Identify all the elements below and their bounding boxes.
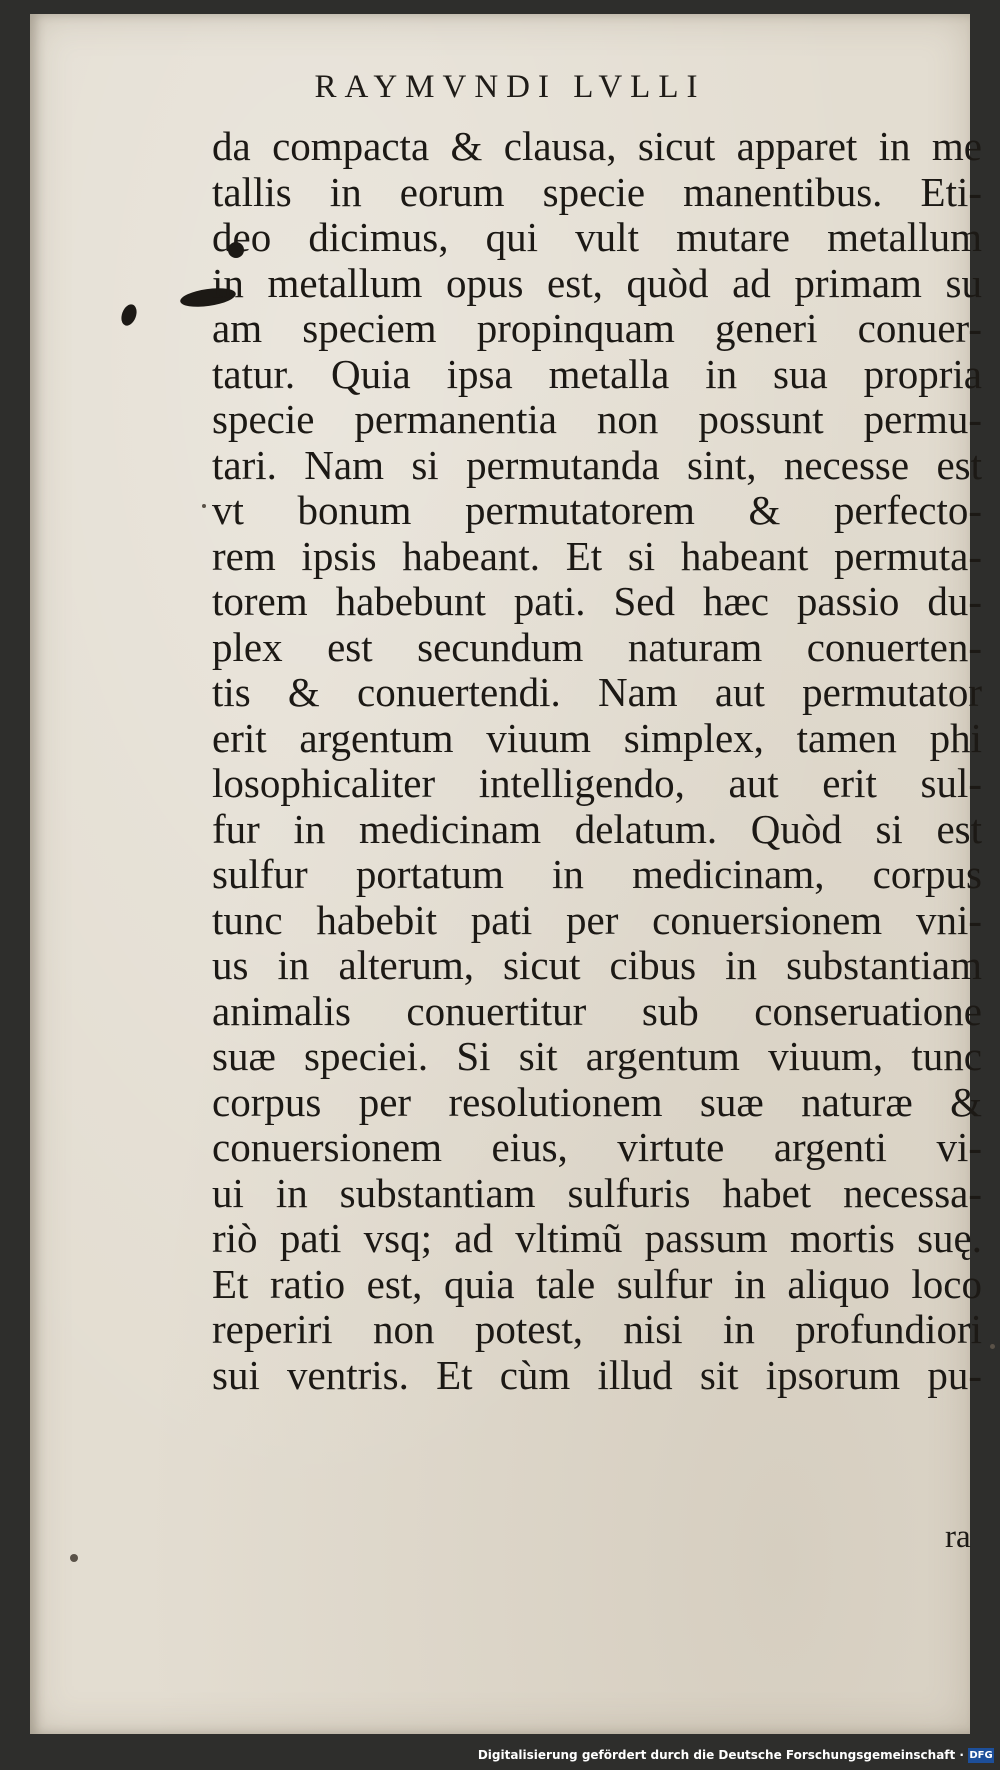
- text-line: reperiri non potest, nisi in profundiori: [212, 1306, 982, 1352]
- paper-speck: [70, 1554, 78, 1562]
- funding-credit: Digitalisierung gefördert durch die Deutsche Forschungsgemeinschaft ·: [477, 1748, 964, 1762]
- running-head: RAYMVNDI LVLLI: [314, 69, 706, 105]
- catchword: ra: [945, 1519, 971, 1555]
- footer-bar: [0, 1738, 1000, 1770]
- text-line: torem habebunt pati. Sed hæc passio du-: [212, 578, 982, 624]
- text-line: us in alterum, sicut cibus in substantiam: [212, 942, 982, 988]
- dfg-logo-icon: DFG: [969, 1750, 993, 1761]
- text-line: Et ratio est, quia tale sulfur in aliquo loco: [212, 1260, 982, 1307]
- text-line: riò pati vsq; ad vltimũ passum mortis suę.: [212, 1215, 982, 1261]
- text-line: sui ventris. Et cùm illud sit ipsorum pu-: [212, 1351, 982, 1398]
- text-line: erit argentum viuum simplex, tamen phi: [212, 714, 982, 761]
- text-line: rem ipsis habeant. Et si habeant permuta-: [212, 532, 982, 579]
- ink-blot-mark: [119, 302, 140, 327]
- text-line: corpus per resolutionem suæ naturæ &: [212, 1078, 982, 1125]
- text-line: animalis conuertitur sub conseruatione: [212, 987, 982, 1034]
- paper-speck: [990, 1344, 995, 1349]
- text-line: da compacta & clausa, sicut apparet in me: [212, 123, 982, 169]
- text-line: losophicaliter intelligendo, aut erit sul-: [212, 760, 982, 806]
- text-line: tatur. Quia ipsa metalla in sua propria: [212, 350, 982, 397]
- text-line: tunc habebit pati per conuersionem vni-: [212, 896, 982, 943]
- text-line: tis & conuertendi. Nam aut permutator: [212, 669, 982, 715]
- text-line: deo dicimus, qui vult mutare metallum: [212, 214, 982, 260]
- text-line: plex est secundum naturam conuerten-: [212, 623, 982, 670]
- text-line: sulfur portatum in medicinam, corpus: [212, 851, 982, 897]
- paper-speck: [202, 504, 206, 508]
- text-line: specie permanentia non possunt permu-: [212, 396, 982, 442]
- text-line: ui in substantiam sulfuris habet necessa-: [212, 1169, 982, 1216]
- book-page: [30, 14, 982, 1734]
- text-line: vt bonum permutatorem & perfecto-: [212, 487, 982, 533]
- body-text: [212, 124, 982, 1398]
- text-line: suæ speciei. Si sit argentum viuum, tunc: [212, 1033, 982, 1079]
- text-line: tari. Nam si permutanda sint, necesse est: [212, 441, 982, 488]
- text-line: am speciem propinquam generi conuer-: [212, 305, 982, 351]
- text-line: tallis in eorum specie manentibus. Eti-: [212, 168, 982, 215]
- text-line: fur in medicinam delatum. Quòd si est: [212, 805, 982, 852]
- text-line: in metallum opus est, quòd ad primam su: [212, 259, 982, 306]
- text-line: conuersionem eius, virtute argenti vi-: [212, 1124, 982, 1170]
